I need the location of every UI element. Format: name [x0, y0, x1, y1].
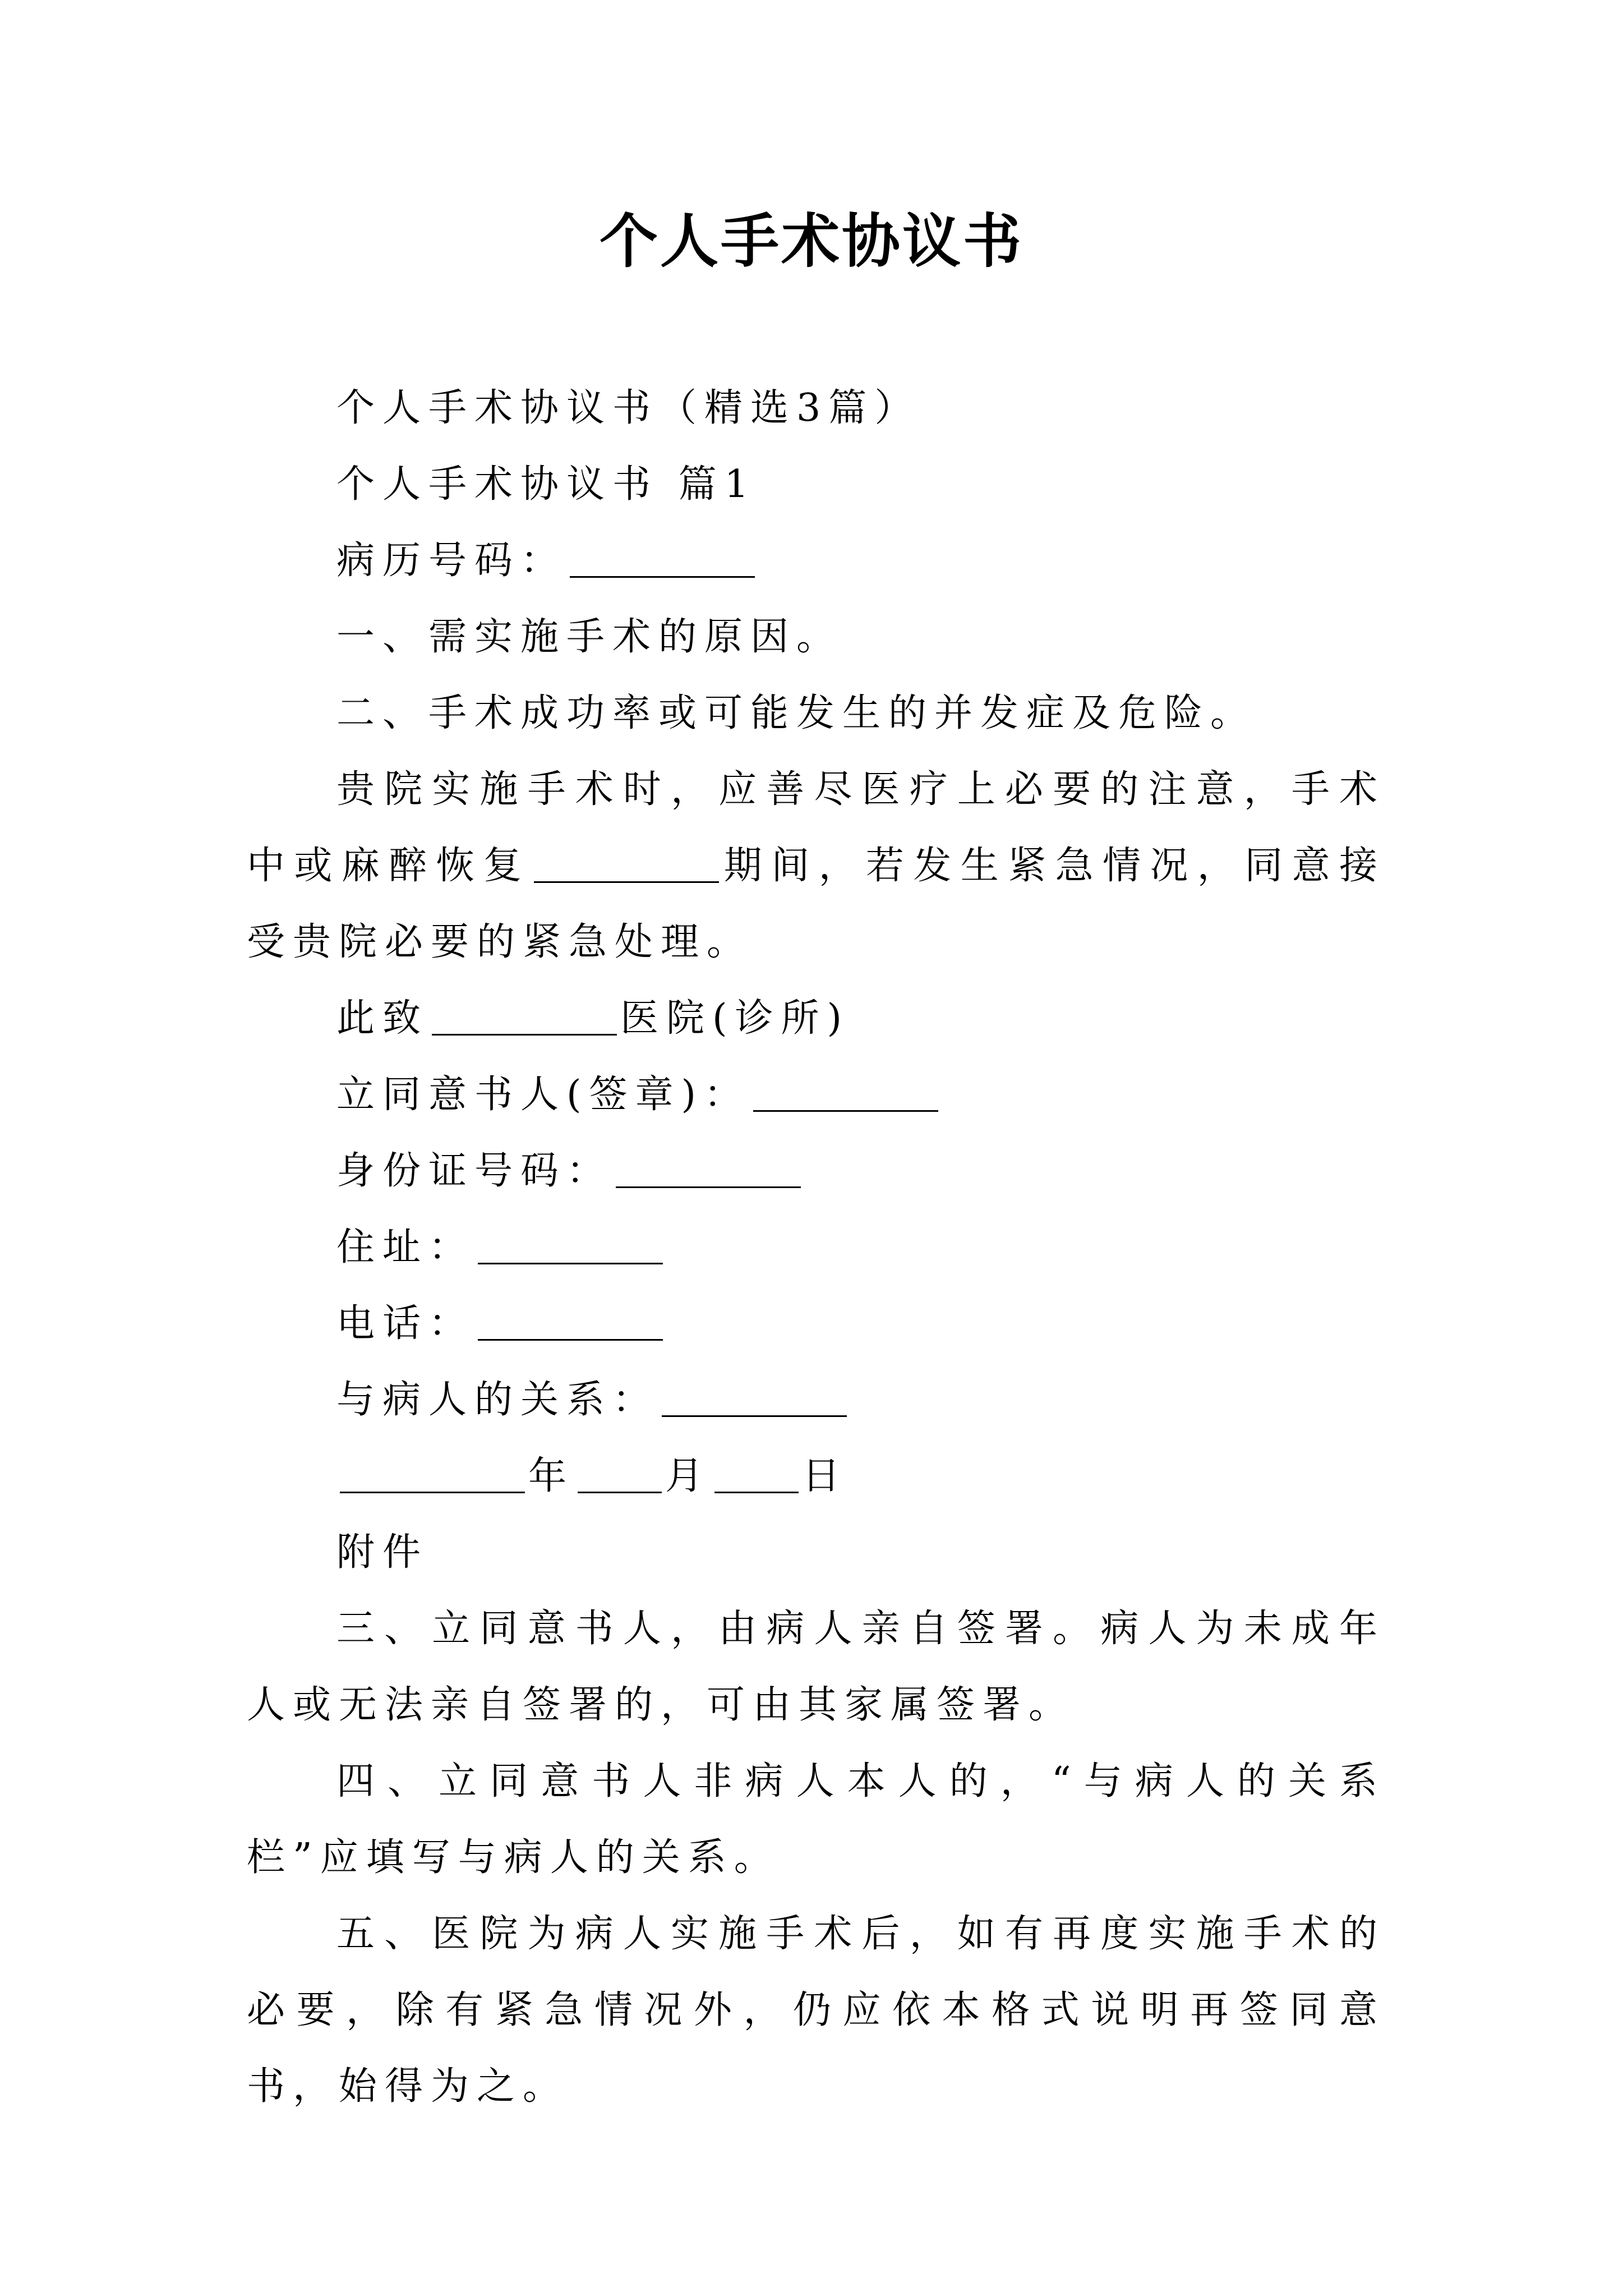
address-line [247, 1209, 1385, 1286]
document-body [247, 370, 1385, 2125]
consent-paragraph [247, 752, 1385, 981]
address-blank [478, 1229, 663, 1264]
chapter-heading: 个人手术协议书 篇1 [336, 462, 757, 507]
year-label: 年 [528, 1454, 575, 1498]
relation-line [247, 1362, 1385, 1438]
record-number-blank [570, 542, 755, 578]
phone-blank [478, 1305, 663, 1341]
addressee-line [247, 981, 1385, 1057]
item-two: 二、手术成功率或可能发生的并发症及危险。 [336, 691, 1257, 735]
signer-label: 立同意书人(签章)： [336, 1073, 750, 1117]
addressee-prefix: 此致 [336, 996, 429, 1041]
item-one: 一、需实施手术的原因。 [336, 615, 843, 659]
anesthesia-period-blank [534, 848, 719, 883]
note-five: 五、医院为病人实施手术后，如有再度实施手术的必要，除有紧急情况外，仍应依本格式说明再签同意书，始得为之。 [247, 1912, 1385, 2109]
year-blank [340, 1458, 525, 1493]
note-three: 三、立同意书人，由病人亲自签署。病人为未成年人或无法亲自签署的，可由其家属签署。 [247, 1607, 1385, 1727]
record-number-line [247, 523, 1385, 599]
id-number-blank [616, 1153, 801, 1188]
month-blank [578, 1458, 662, 1493]
consent-text-after: 期间，若发生紧急情况，同意接受贵院必要的紧急处理。 [247, 844, 1385, 964]
document-title: 个人手术协议书 [599, 207, 1023, 275]
date-line [247, 1438, 1385, 1515]
consent-text-before: 贵院实施手术时，应善尽医疗上必要的注意，手术中或麻醉恢复 [247, 767, 1385, 888]
id-number-label: 身份证号码： [336, 1149, 613, 1193]
relation-blank [662, 1382, 847, 1417]
attachment-heading: 附件 [336, 1530, 429, 1575]
note-four: 四、立同意书人非病人本人的，“与病人的关系栏”应填写与病人的关系。 [247, 1759, 1385, 1880]
day-blank [714, 1458, 799, 1493]
month-label: 月 [665, 1454, 712, 1498]
subtitle-line: 个人手术协议书（精选3篇） [336, 386, 921, 430]
address-label: 住址： [336, 1225, 475, 1269]
phone-label: 电话： [336, 1301, 475, 1346]
phone-line [247, 1286, 1385, 1362]
hospital-name-blank [432, 1000, 617, 1036]
record-number-label: 病历号码： [336, 539, 567, 583]
relation-label: 与病人的关系： [336, 1378, 659, 1422]
id-number-line [247, 1133, 1385, 1209]
day-label: 日 [802, 1454, 849, 1498]
signer-line [247, 1057, 1385, 1133]
signer-blank [753, 1076, 938, 1112]
addressee-suffix: 医院(诊所) [620, 996, 850, 1041]
